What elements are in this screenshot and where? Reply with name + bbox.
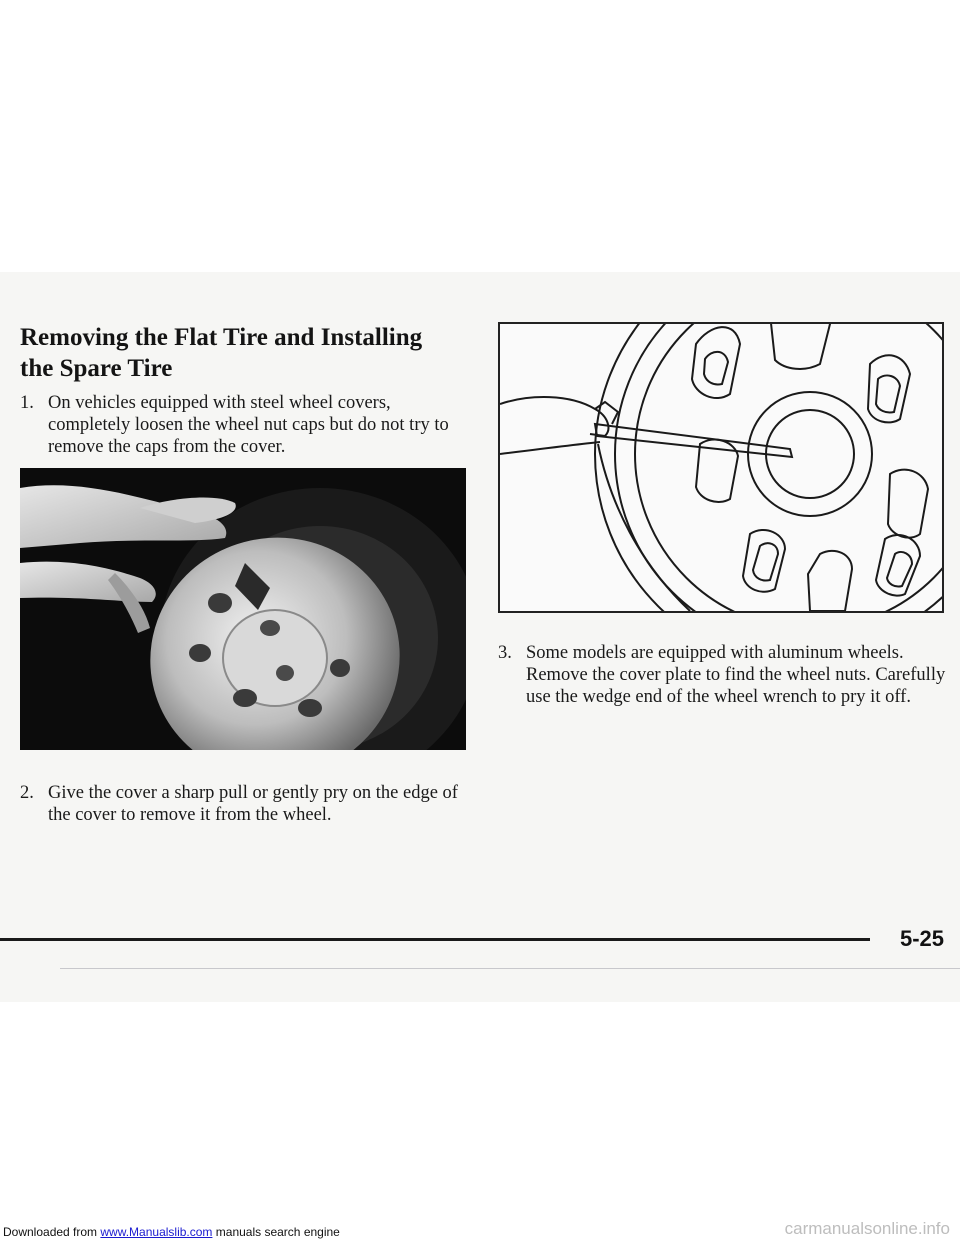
step-1 bbox=[20, 392, 470, 458]
wheel-cover-photo bbox=[20, 468, 466, 750]
manualslib-link[interactable]: www.Manualslib.com bbox=[100, 1225, 213, 1239]
step-number: 3. bbox=[498, 643, 512, 663]
step-number: 2. bbox=[20, 783, 34, 803]
aluminum-wheel-illustration-image bbox=[500, 324, 942, 611]
download-notice bbox=[3, 1225, 340, 1239]
page-number: 5-25 bbox=[899, 926, 944, 951]
step-text: Some models are equipped with aluminum wheels. Remove the cover plate to find the wheel nuts. Carefully use the wedge end of the wheel wrench to pry it off. bbox=[526, 643, 946, 707]
watermark: carmanualsonline.info bbox=[784, 1219, 950, 1238]
section-title: Removing the Flat Tire and Installing the Spare Tire bbox=[20, 324, 423, 382]
download-notice-prefix: Downloaded from bbox=[3, 1225, 101, 1239]
footer-rule bbox=[0, 938, 870, 941]
wheel-cover-photo-image bbox=[20, 468, 466, 750]
step-number: 1. bbox=[20, 393, 34, 413]
step-text: Give the cover a sharp pull or gently pry on the edge of the cover to remove it from the wheel. bbox=[48, 783, 458, 825]
step-text: On vehicles equipped with steel wheel covers, completely loosen the wheel nut caps but do not try to remove the caps from the cover. bbox=[48, 393, 449, 457]
footer-thin-rule bbox=[60, 968, 960, 969]
step-3 bbox=[498, 642, 948, 708]
aluminum-wheel-illustration bbox=[498, 322, 944, 613]
step-2 bbox=[20, 782, 470, 826]
download-notice-suffix: manuals search engine bbox=[212, 1225, 340, 1239]
